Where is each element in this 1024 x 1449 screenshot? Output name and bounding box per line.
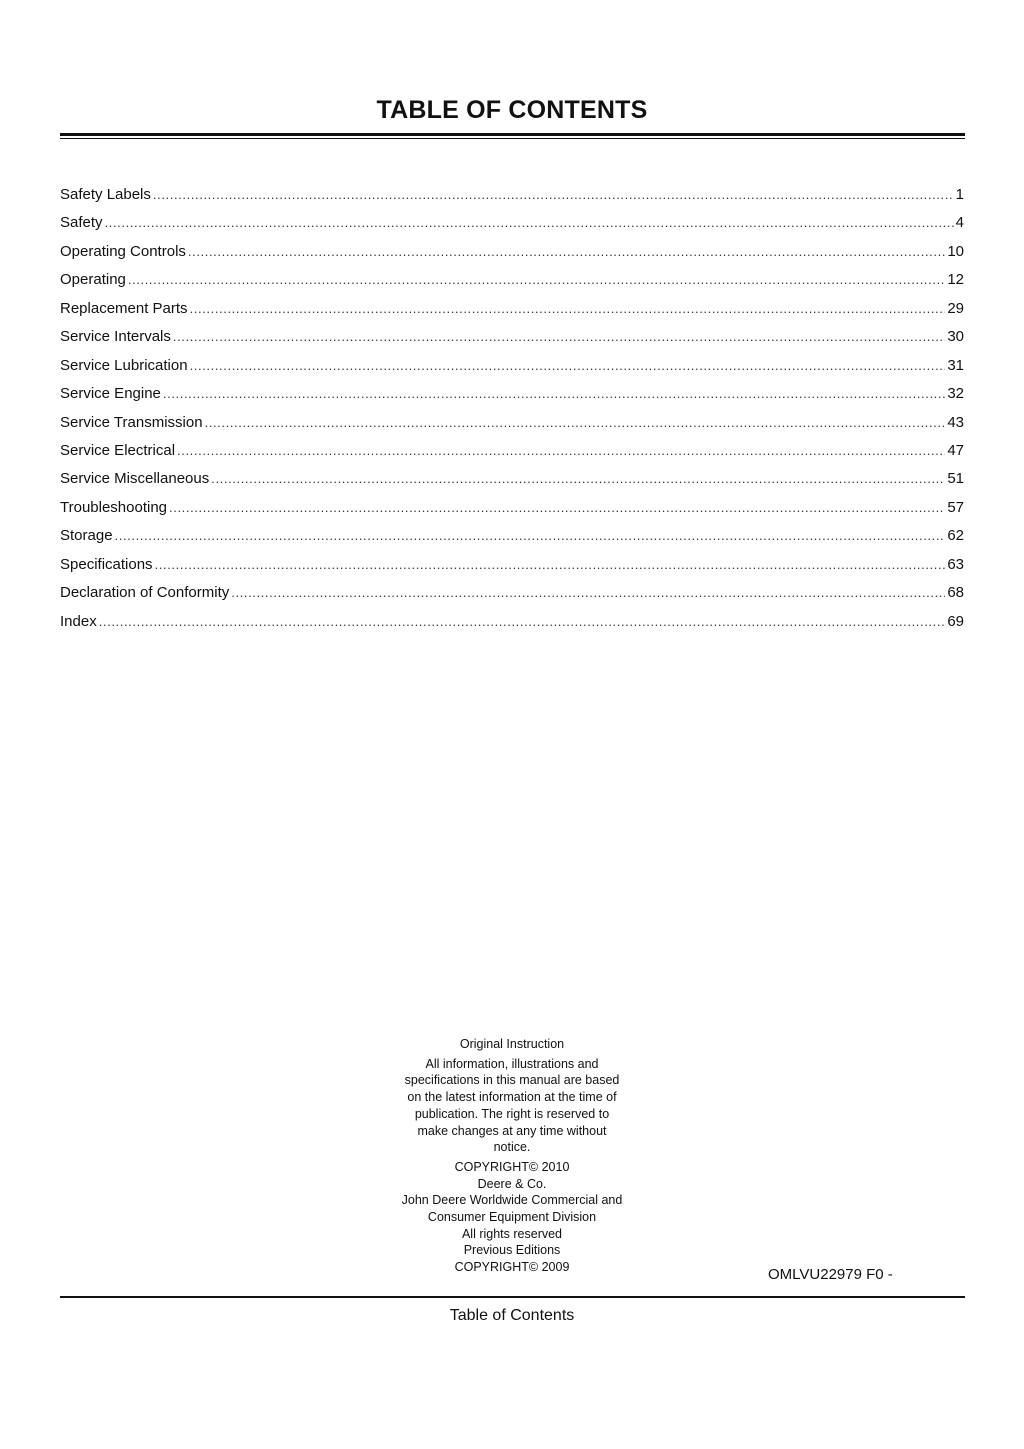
notice-body-line: on the latest information at the time of: [407, 1090, 617, 1105]
dot-leader: [128, 269, 945, 291]
dot-leader: [163, 383, 945, 405]
dot-leader: [205, 412, 946, 434]
toc-entry-title: Declaration of Conformity: [60, 584, 230, 602]
toc-entry-operating[interactable]: [60, 269, 964, 297]
dot-leader: [177, 440, 945, 462]
dot-leader: [211, 468, 945, 490]
dot-leader: [190, 355, 946, 377]
footer-rule: [60, 1296, 965, 1298]
dot-leader: [153, 184, 954, 206]
toc-entry-title: Service Engine: [60, 385, 161, 403]
toc-entry-page: 31: [947, 356, 964, 374]
notice-body-line: notice.: [493, 1140, 531, 1155]
toc-entry-index[interactable]: [60, 611, 964, 639]
toc-entry-page: 47: [947, 441, 964, 459]
toc-entry-page: 69: [947, 612, 964, 630]
copyright-notice: [392, 1036, 632, 1276]
dot-leader: [169, 497, 945, 519]
dot-leader: [105, 212, 954, 234]
dot-leader: [231, 582, 945, 604]
toc-entry-title: Index: [60, 612, 97, 630]
toc-entry-title: Storage: [60, 527, 113, 545]
copyright-line: COPYRIGHT© 2009: [454, 1260, 570, 1275]
page-title: TABLE OF CONTENTS: [376, 96, 648, 124]
toc-entry-title: Service Miscellaneous: [60, 470, 210, 488]
toc-entry-title: Troubleshooting: [60, 498, 168, 516]
dot-leader: [99, 611, 946, 633]
toc-entry-page: 10: [947, 242, 964, 260]
toc-list: [60, 184, 964, 639]
copyright-line: Previous Editions: [463, 1243, 561, 1258]
toc-entry-title: Safety Labels: [60, 186, 151, 203]
dot-leader: [155, 554, 946, 576]
toc-entry-safety[interactable]: [60, 212, 964, 240]
toc-entry-declaration-of-conformity[interactable]: [60, 582, 964, 610]
toc-entry-page: 1: [955, 186, 964, 203]
toc-entry-service-electrical[interactable]: [60, 440, 964, 468]
copyright-line: Consumer Equipment Division: [427, 1210, 597, 1225]
toc-entry-title: Specifications: [60, 555, 153, 573]
toc-entry-service-miscellaneous[interactable]: [60, 468, 964, 496]
toc-entry-title: Service Transmission: [60, 413, 203, 431]
toc-entry-page: 12: [947, 271, 964, 289]
toc-entry-page: 30: [947, 328, 964, 346]
toc-entry-service-intervals[interactable]: [60, 326, 964, 354]
footer-label: Table of Contents: [449, 1307, 575, 1324]
toc-entry-page: 51: [947, 470, 964, 488]
toc-entry-page: 43: [947, 413, 964, 431]
dot-leader: [115, 525, 946, 547]
document-code: OMLVU22979 F0 -: [768, 1266, 893, 1283]
copyright-line: COPYRIGHT© 2010: [454, 1159, 570, 1174]
toc-entry-page: 63: [947, 555, 964, 573]
copyright-line: John Deere Worldwide Commercial and: [401, 1193, 623, 1208]
copyright-line: All rights reserved: [461, 1226, 563, 1241]
toc-entry-service-transmission[interactable]: [60, 412, 964, 440]
toc-entry-replacement-parts[interactable]: [60, 298, 964, 326]
toc-entry-title: Service Lubrication: [60, 356, 188, 374]
toc-entry-specifications[interactable]: [60, 554, 964, 582]
toc-entry-storage[interactable]: [60, 525, 964, 553]
dot-leader: [188, 241, 945, 263]
toc-entry-operating-controls[interactable]: [60, 241, 964, 269]
toc-entry-title: Safety: [60, 214, 103, 232]
toc-entry-title: Operating: [60, 271, 126, 289]
notice-heading: Original Instruction: [459, 1037, 565, 1051]
notice-body-line: publication. The right is reserved to: [414, 1106, 610, 1121]
dot-leader: [190, 298, 946, 320]
title-rule-thick: [60, 133, 965, 136]
toc-entry-title: Service Intervals: [60, 328, 171, 346]
toc-entry-page: 4: [955, 214, 964, 232]
dot-leader: [173, 326, 945, 348]
toc-entry-service-engine[interactable]: [60, 383, 964, 411]
toc-entry-page: 57: [947, 498, 964, 516]
toc-entry-page: 62: [947, 527, 964, 545]
toc-entry-page: 29: [947, 299, 964, 317]
toc-entry-safety-labels[interactable]: [60, 184, 964, 212]
notice-body-line: All information, illustrations and: [425, 1056, 599, 1071]
notice-body-line: specifications in this manual are based: [404, 1073, 620, 1088]
notice-body-line: make changes at any time without: [417, 1123, 607, 1138]
toc-entry-troubleshooting[interactable]: [60, 497, 964, 525]
title-rule-thin: [60, 138, 965, 139]
toc-entry-title: Service Electrical: [60, 441, 176, 459]
toc-entry-service-lubrication[interactable]: [60, 355, 964, 383]
toc-entry-title: Replacement Parts: [60, 299, 188, 317]
toc-entry-page: 32: [947, 385, 964, 403]
copyright-line: Deere & Co.: [477, 1176, 547, 1191]
toc-entry-page: 68: [947, 584, 964, 602]
toc-entry-title: Operating Controls: [60, 242, 186, 260]
